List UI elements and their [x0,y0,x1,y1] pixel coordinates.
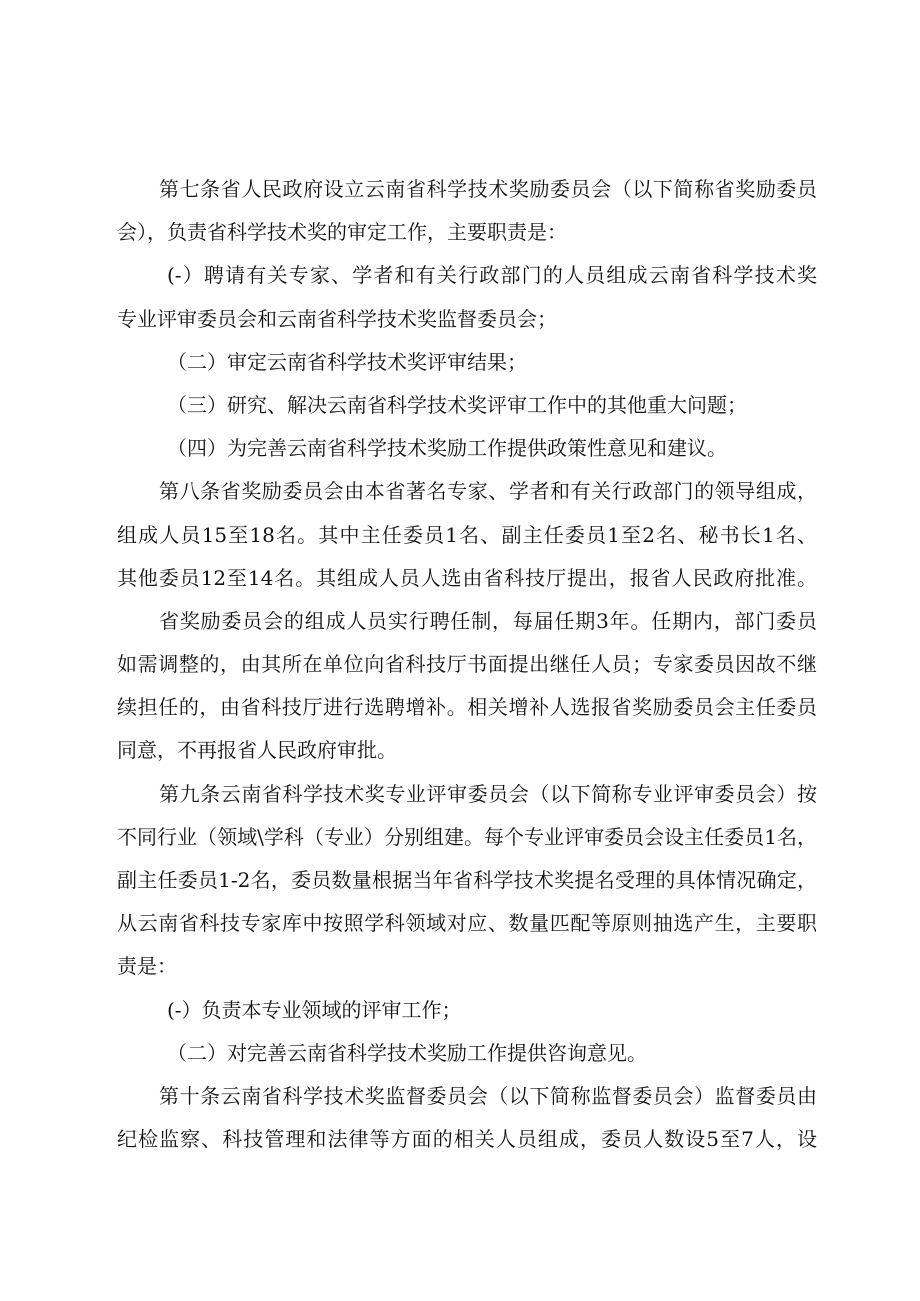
text-line: （四）为完善云南省科学技术奖励工作提供政策性意见和建议。 [167,436,727,461]
text-line: 第八条省奖励委员会由本省著名专家、学者和有关行政部门的领导组成， [159,479,817,504]
text-line: 其他委员12至14名。其组成人员人选由省科技厅提出，报省人民政府批准。 [117,565,817,590]
text-line: 第九条云南省科学技术奖专业评审委员会（以下简称专业评审委员会）按 [159,781,817,806]
document-page [117,168,817,1161]
text-line: （三）研究、解决云南省科学技术奖评审工作中的其他重大问题； [167,392,747,417]
text-line: （二）审定云南省科学技术奖评审结果； [167,349,527,374]
text-line: 从云南省科技专家库中按照学科领域对应、数量匹配等原则抽选产生，主要职 [117,911,817,936]
text-line: 续担任的，由省科技厅进行选聘增补。相关增补人选报省奖励委员会主任委员 [117,695,817,720]
text-line: 省奖励委员会的组成人员实行聘任制，每届任期3年。任期内，部门委员 [159,608,817,633]
text-line: 会），负责省科学技术奖的审定工作，主要职责是： [117,220,567,245]
text-line: 纪检监察、科技管理和法律等方面的相关人员组成，委员人数设5至7人，设 [117,1127,817,1152]
text-line: 同意，不再报省人民政府审批。 [117,738,397,763]
text-line: (-）负责本专业领域的评审工作； [167,997,462,1022]
text-line: 副主任委员1-2名，委员数量根据当年省科学技术奖提名受理的具体情况确定， [117,868,817,892]
text-line: 组成人员15至18名。其中主任委员1名、副主任委员1至2名、秘书长1名、 [117,522,817,547]
text-line: (-）聘请有关专家、学者和有关行政部门的人员组成云南省科学技术奖 [167,263,817,288]
text-line: 不同行业（领域\学科（专业）分别组建。每个专业评审委员会设主任委员1名， [117,824,817,849]
text-line: 专业评审委员会和云南省科学技术奖监督委员会； [117,306,557,331]
text-line: 责是： [117,954,177,979]
text-line: （二）对完善云南省科学技术奖励工作提供咨询意见。 [167,1040,647,1065]
text-line: 如需调整的，由其所在单位向省科技厅书面提出继任人员；专家委员因故不继 [117,652,817,677]
text-line: 第七条省人民政府设立云南省科学技术奖励委员会（以下简称省奖励委员 [159,177,817,201]
text-line: 第十条云南省科学技术奖监督委员会（以下简称监督委员会）监督委员由 [159,1083,817,1108]
